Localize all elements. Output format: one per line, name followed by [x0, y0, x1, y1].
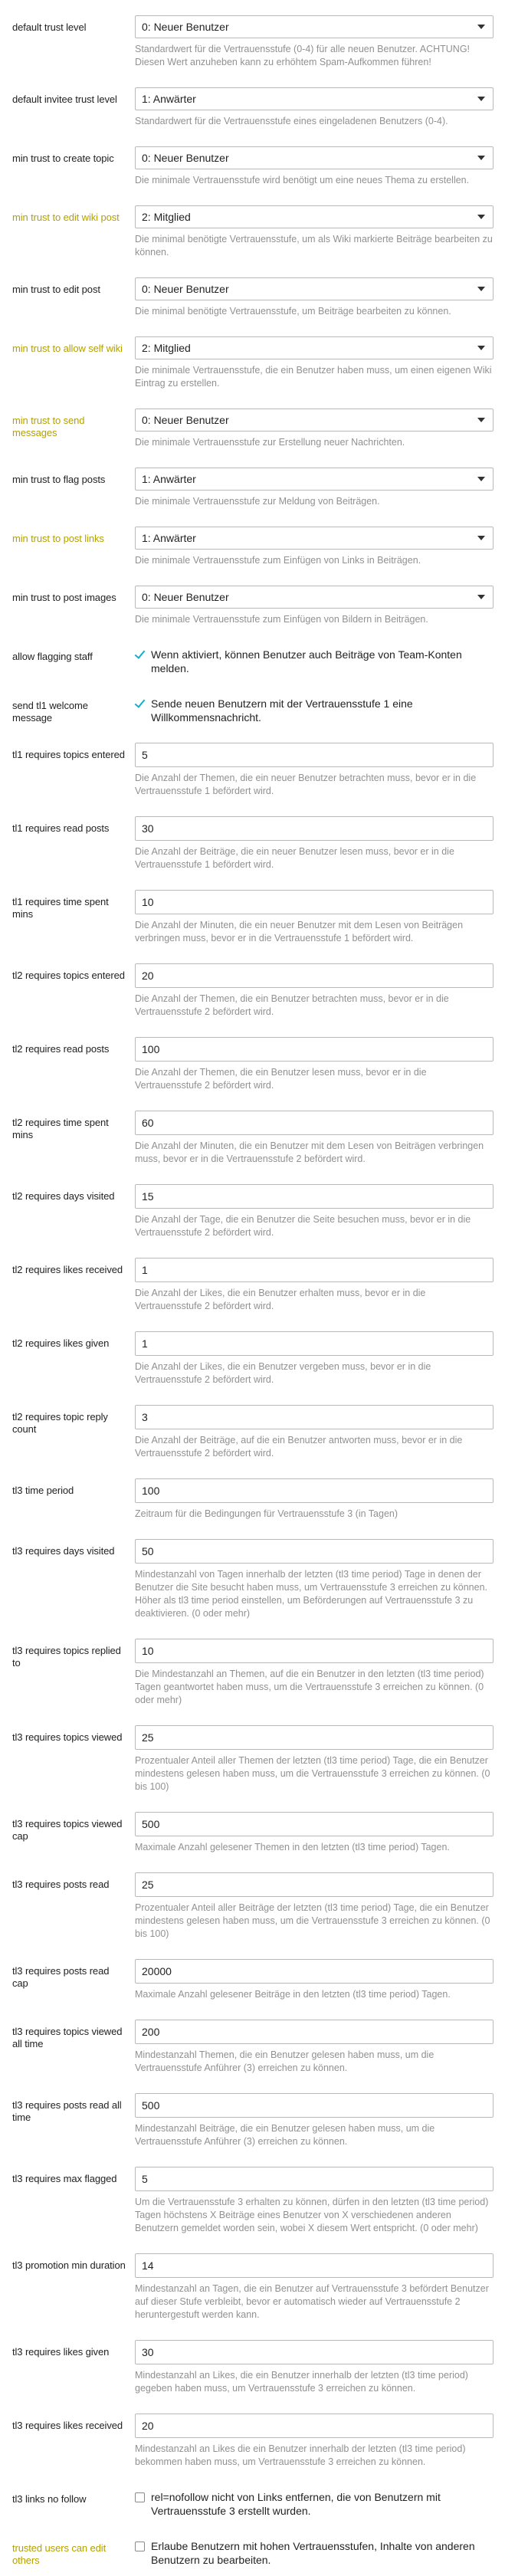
setting-row-tl3-requires-topics-viewed-all-time	[0, 2010, 505, 2084]
setting-label: tl2 requires days visited	[12, 1190, 115, 1202]
tl3-requires-topics-viewed-all-time-input[interactable]	[135, 2020, 494, 2044]
setting-value	[135, 146, 497, 187]
setting-label: tl3 requires likes given	[12, 2346, 110, 2358]
setting-row-min-trust-to-send-messages	[0, 399, 505, 458]
tl3-requires-likes-given-input[interactable]	[135, 2340, 494, 2364]
setting-row-tl3-requires-likes-received	[0, 2404, 505, 2478]
setting-label: default trust level	[12, 21, 87, 33]
setting-value	[135, 409, 497, 449]
setting-row-tl3-links-no-follow	[0, 2478, 505, 2527]
tl2-requires-read-posts-input[interactable]	[135, 1037, 494, 1062]
setting-description: Die Mindestanzahl an Themen, auf die ein Benutzer in den letzten (tl3 time period) Tagen geantwortet haben muss, um die Vertrauensstufe 3 erreichen zu können. (0 oder mehr)	[135, 1669, 484, 1705]
setting-row-trusted-users-can-edit-others	[0, 2527, 505, 2576]
setting-value	[135, 1478, 497, 1521]
setting-description: Prozentualer Anteil aller Beiträge der letzten (tl3 time period) Tage, die ein Benutzer mindestens gelesen haben muss, um die Vertrauensstufe 3 erreichen zu können. (0 bis 100)	[135, 1902, 490, 1939]
setting-label: tl3 requires posts read	[12, 1879, 110, 1890]
setting-label: tl1 requires read posts	[12, 822, 110, 834]
setting-value	[135, 15, 497, 69]
tl3-requires-posts-read-input[interactable]	[135, 1872, 494, 1897]
setting-description: Um die Vertrauensstufe 3 erhalten zu können, dürfen in den letzten (tl3 time period) Tagen höchstens X Beiträge eines Benutzer von X verschiedenen anderen Benutzern gemeldet worden sein, wobei X diesem Wert entspricht. (0 oder mehr)	[135, 2197, 489, 2233]
setting-value	[135, 890, 497, 945]
tl3-promotion-min-duration-input[interactable]	[135, 2253, 494, 2278]
setting-row-tl2-requires-likes-received	[0, 1249, 505, 1322]
setting-row-tl2-requires-topic-reply-count	[0, 1396, 505, 1469]
setting-description: Die minimale Vertrauensstufe zur Erstellung neuer Nachrichten.	[135, 437, 405, 448]
setting-row-tl3-requires-topics-replied-to	[0, 1629, 505, 1716]
setting-row-tl3-requires-posts-read-all-time	[0, 2084, 505, 2158]
setting-row-tl2-requires-read-posts	[0, 1028, 505, 1101]
setting-label: tl3 time period	[12, 1485, 74, 1496]
setting-row-tl3-requires-days-visited	[0, 1530, 505, 1629]
setting-value	[135, 1639, 497, 1707]
min-trust-to-post-images-select[interactable]	[135, 586, 494, 609]
setting-description: Die minimale Vertrauensstufe zum Einfügen von Bildern in Beiträgen.	[135, 614, 428, 625]
min-trust-to-edit-wiki-post-select[interactable]	[135, 205, 494, 228]
checkbox-label: Erlaube Benutzern mit hohen Vertrauensstufen, Inhalte von anderen Benutzern zu bearbeiten.	[151, 2540, 475, 2566]
setting-value	[135, 2487, 497, 2518]
tl3-links-no-follow-checkbox[interactable]	[135, 2492, 145, 2502]
tl3-requires-topics-viewed-input[interactable]	[135, 1725, 494, 1750]
tl3-time-period-input[interactable]	[135, 1478, 494, 1503]
setting-label: tl1 requires topics entered	[12, 749, 125, 760]
min-trust-to-send-messages-select[interactable]	[135, 409, 494, 432]
setting-value	[135, 694, 497, 724]
setting-row-min-trust-to-edit-post	[0, 268, 505, 327]
setting-value	[135, 645, 497, 675]
setting-label: allow flagging staff	[12, 651, 93, 662]
setting-value	[135, 336, 497, 390]
caret-down-icon	[477, 477, 485, 481]
checkbox-label: Wenn aktiviert, können Benutzer auch Beiträge von Team-Konten melden.	[151, 648, 462, 674]
setting-label: tl1 requires time spent mins	[12, 896, 109, 920]
setting-row-default-trust-level	[0, 6, 505, 78]
setting-row-tl3-requires-topics-viewed-cap	[0, 1803, 505, 1863]
setting-value	[135, 2414, 497, 2469]
select-value: 1: Anwärter	[142, 473, 196, 485]
min-trust-to-allow-self-wiki-select[interactable]	[135, 336, 494, 359]
setting-description: Die minimale Vertrauensstufe wird benötigt um eine neues Thema zu erstellen.	[135, 175, 470, 185]
allow-flagging-staff-checkbox[interactable]	[135, 650, 145, 660]
setting-value	[135, 586, 497, 626]
setting-description: Maximale Anzahl gelesener Themen in den letzten (tl3 time period) Tagen.	[135, 1842, 450, 1852]
setting-label: tl3 requires topics viewed	[12, 1731, 123, 1743]
select-value: 2: Mitglied	[142, 211, 191, 223]
caret-down-icon	[477, 97, 485, 101]
tl2-requires-likes-received-input[interactable]	[135, 1258, 494, 1282]
tl2-requires-likes-given-input[interactable]	[135, 1331, 494, 1356]
setting-row-tl3-requires-max-flagged	[0, 2158, 505, 2244]
setting-label: tl3 requires posts read cap	[12, 1965, 110, 1989]
setting-row-tl3-requires-topics-viewed	[0, 1716, 505, 1803]
select-value: 0: Neuer Benutzer	[142, 591, 229, 603]
tl3-requires-max-flagged-input[interactable]	[135, 2167, 494, 2191]
setting-label: tl3 requires max flagged	[12, 2173, 117, 2184]
setting-description: Mindestanzahl Beiträge, die ein Benutzer gelesen haben muss, um die Vertrauensstufe Anführer (3) erreichen zu können.	[135, 2123, 435, 2147]
tl2-requires-days-visited-input[interactable]	[135, 1184, 494, 1209]
setting-label: min trust to flag posts	[12, 474, 106, 485]
setting-description: Mindestanzahl an Tagen, die ein Benutzer auf Vertrauensstufe 3 befördert Benutzer auf dieser Stufe verbleibt, bevor er automatisch wieder auf Vertrauensstufe 2 heruntergestuft werden kann.	[135, 2283, 489, 2320]
setting-row-tl3-requires-posts-read	[0, 1863, 505, 1950]
tl3-requires-posts-read-all-time-input[interactable]	[135, 2093, 494, 2118]
setting-label: tl3 requires topics replied to	[12, 1645, 121, 1669]
setting-label: tl2 requires likes received	[12, 1264, 123, 1275]
setting-label: min trust to allow self wiki	[12, 343, 123, 354]
setting-label: tl3 requires likes received	[12, 2420, 123, 2431]
select-value: 0: Neuer Benutzer	[142, 283, 229, 295]
setting-value	[135, 2253, 497, 2322]
setting-row-default-invitee-trust-level	[0, 78, 505, 137]
setting-value	[135, 1258, 497, 1313]
setting-description: Die minimale Vertrauensstufe zum Einfügen von Links in Beiträgen.	[135, 555, 421, 566]
setting-description: Prozentualer Anteil aller Themen der letzten (tl3 time period) Tage, die ein Benutzer mindestens gelesen haben muss, um die Vertrauensstufe 3 erreichen zu können. (0 bis 100)	[135, 1755, 490, 1792]
setting-description: Mindestanzahl Themen, die ein Benutzer gelesen haben muss, um die Vertrauensstufe Anführer (3) erreichen zu können.	[135, 2049, 434, 2073]
setting-label: tl3 promotion min duration	[12, 2259, 126, 2271]
setting-label: send tl1 welcome message	[12, 700, 88, 724]
setting-value	[135, 87, 497, 128]
caret-down-icon	[477, 418, 485, 422]
setting-description: Die Anzahl der Tage, die ein Benutzer die Seite besuchen muss, bevor er in die Vertrauensstufe 2 befördert wird.	[135, 1214, 471, 1238]
setting-description: Die minimale Vertrauensstufe zur Meldung von Beiträgen.	[135, 496, 380, 507]
caret-down-icon	[477, 25, 485, 29]
setting-row-tl2-requires-time-spent-mins	[0, 1101, 505, 1175]
setting-value	[135, 468, 497, 508]
tl2-requires-topics-entered-input[interactable]	[135, 963, 494, 988]
min-trust-to-create-topic-select[interactable]	[135, 146, 494, 169]
setting-value	[135, 527, 497, 567]
setting-description: Mindestanzahl von Tagen innerhalb der letzten (tl3 time period) Tage in denen der Benutzer die Site besucht haben muss, um Vertrauensstufe 3 erreichen zu können. Höher als tl3 time period einstellen, um Beförderungen auf Vertrauensstufe 3 zu deaktivieren. (0 oder mehr)	[135, 1569, 487, 1619]
setting-row-send-tl1-welcome-message	[0, 684, 505, 733]
setting-label: tl2 requires time spent mins	[12, 1117, 109, 1140]
setting-value	[135, 816, 497, 871]
setting-value	[135, 1184, 497, 1239]
setting-description: Die Anzahl der Themen, die ein Benutzer lesen muss, bevor er in die Vertrauensstufe 2 befördert wird.	[135, 1067, 427, 1091]
setting-description: Die minimale Vertrauensstufe, die ein Benutzer haben muss, um einen eigenen Wiki Eintrag zu erstellen.	[135, 365, 492, 389]
setting-row-tl3-requires-posts-read-cap	[0, 1950, 505, 2010]
setting-description: Mindestanzahl an Likes, die ein Benutzer innerhalb der letzten (tl3 time period) gegeben haben muss, um Vertrauensstufe 3 erreichen zu können.	[135, 2370, 468, 2394]
setting-value	[135, 2536, 497, 2567]
setting-row-allow-flagging-staff	[0, 635, 505, 684]
select-value: 2: Mitglied	[142, 342, 191, 354]
setting-description: Die Anzahl der Beiträge, auf die ein Benutzer antworten muss, bevor er in die Vertrauensstufe 2 befördert wird.	[135, 1435, 463, 1459]
trusted-users-can-edit-others-checkbox[interactable]	[135, 2542, 145, 2551]
setting-value	[135, 2340, 497, 2395]
setting-label: tl3 links no follow	[12, 2493, 87, 2505]
select-value: 0: Neuer Benutzer	[142, 152, 229, 164]
setting-value	[135, 2093, 497, 2148]
tl3-requires-topics-viewed-cap-input[interactable]	[135, 1812, 494, 1836]
setting-row-tl2-requires-likes-given	[0, 1322, 505, 1396]
min-trust-to-flag-posts-select[interactable]	[135, 468, 494, 491]
setting-label: tl2 requires topic reply count	[12, 1411, 108, 1435]
caret-down-icon	[477, 287, 485, 291]
min-trust-to-edit-post-select[interactable]	[135, 277, 494, 300]
setting-label: tl2 requires topics entered	[12, 970, 125, 981]
setting-row-tl1-requires-read-posts	[0, 807, 505, 881]
caret-down-icon	[477, 536, 485, 540]
checkbox-label: rel=nofollow nicht von Links entfernen, die von Benutzern mit Vertrauensstufe 3 erstellt wurden.	[151, 2491, 441, 2517]
setting-row-min-trust-to-create-topic	[0, 137, 505, 196]
setting-description: Mindestanzahl an Likes die ein Benutzer innerhalb der letzten (tl3 time period) bekommen haben muss, um Vertrauensstufe 3 erreichen zu können.	[135, 2443, 466, 2467]
setting-description: Standardwert für die Vertrauensstufe (0-4) für alle neuen Benutzer. ACHTUNG! Diesen Wert anzuheben kann zu erhöhtem Spam-Aufkommen führen!	[135, 44, 471, 67]
setting-value	[135, 1539, 497, 1620]
setting-label: tl3 requires topics viewed all time	[12, 2026, 123, 2049]
setting-row-min-trust-to-flag-posts	[0, 458, 505, 517]
setting-row-tl3-requires-likes-given	[0, 2331, 505, 2404]
setting-description: Die Anzahl der Likes, die ein Benutzer erhalten muss, bevor er in die Vertrauensstufe 2 befördert wird.	[135, 1288, 426, 1311]
setting-description: Die Anzahl der Minuten, die ein neuer Benutzer mit dem Lesen von Beiträgen verbringen muss, bevor er in die Vertrauensstufe 1 befördert wird.	[135, 920, 464, 943]
setting-row-tl1-requires-time-spent-mins	[0, 881, 505, 954]
setting-label: min trust to create topic	[12, 153, 114, 164]
setting-description: Die Anzahl der Minuten, die ein Benutzer mit dem Lesen von Beiträgen verbringen muss, bevor er in die Vertrauensstufe 2 befördert wird.	[135, 1140, 484, 1164]
caret-down-icon	[477, 156, 485, 160]
setting-label: tl2 requires read posts	[12, 1043, 110, 1055]
setting-description: Die minimal benötigte Vertrauensstufe, um als Wiki markierte Beiträge bearbeiten zu können.	[135, 234, 493, 258]
tl2-requires-time-spent-mins-input[interactable]	[135, 1111, 494, 1135]
setting-label: tl2 requires likes given	[12, 1337, 110, 1349]
setting-row-tl2-requires-days-visited	[0, 1175, 505, 1249]
setting-value	[135, 963, 497, 1019]
checkbox-label: Sende neuen Benutzern mit der Vertrauensstufe 1 eine Willkommensnachricht.	[151, 697, 413, 724]
setting-description: Die Anzahl der Likes, die ein Benutzer vergeben muss, bevor er in die Vertrauensstufe 2 befördert wird.	[135, 1361, 431, 1385]
setting-label: min trust to edit wiki post	[12, 212, 120, 223]
setting-row-tl3-time-period	[0, 1469, 505, 1530]
setting-row-tl1-requires-topics-entered	[0, 733, 505, 807]
setting-value	[135, 1959, 497, 2001]
setting-value	[135, 1331, 497, 1386]
caret-down-icon	[477, 346, 485, 350]
setting-value	[135, 743, 497, 798]
setting-description: Die Anzahl der Beiträge, die ein neuer Benutzer lesen muss, bevor er in die Vertrauensstufe 1 befördert wird.	[135, 846, 454, 870]
setting-value	[135, 205, 497, 259]
checkbox-row	[135, 2536, 497, 2567]
select-value: 1: Anwärter	[142, 532, 196, 544]
setting-value	[135, 2020, 497, 2075]
setting-value	[135, 1037, 497, 1092]
setting-value	[135, 1872, 497, 1941]
setting-label: tl3 requires topics viewed cap	[12, 1818, 123, 1842]
setting-description: Die minimal benötigte Vertrauensstufe, um Beiträge bearbeiten zu können.	[135, 306, 451, 317]
setting-description: Maximale Anzahl gelesener Beiträge in den letzten (tl3 time period) Tagen.	[135, 1989, 451, 2000]
setting-value	[135, 1812, 497, 1854]
min-trust-to-post-links-select[interactable]	[135, 527, 494, 550]
checkbox-row	[135, 694, 497, 724]
setting-row-min-trust-to-post-links	[0, 517, 505, 576]
setting-row-tl2-requires-topics-entered	[0, 954, 505, 1028]
setting-row-min-trust-to-allow-self-wiki	[0, 327, 505, 399]
setting-value	[135, 277, 497, 318]
setting-value	[135, 1725, 497, 1793]
checkbox-row	[135, 645, 497, 675]
caret-down-icon	[477, 595, 485, 599]
setting-row-min-trust-to-post-images	[0, 576, 505, 635]
setting-label: tl3 requires days visited	[12, 1545, 115, 1557]
tl3-requires-likes-received-input[interactable]	[135, 2414, 494, 2438]
setting-label: min trust to edit post	[12, 284, 100, 295]
setting-label: min trust to post images	[12, 592, 116, 603]
checkbox-row	[135, 2487, 497, 2518]
send-tl1-welcome-message-checkbox[interactable]	[135, 699, 145, 709]
select-value: 0: Neuer Benutzer	[142, 414, 229, 426]
tl1-requires-topics-entered-input[interactable]	[135, 743, 494, 767]
tl1-requires-time-spent-mins-input[interactable]	[135, 890, 494, 914]
select-value: 1: Anwärter	[142, 93, 196, 105]
setting-label: default invitee trust level	[12, 94, 117, 105]
setting-value	[135, 1405, 497, 1460]
setting-label: min trust to send messages	[12, 415, 85, 438]
default-invitee-trust-level-select[interactable]	[135, 87, 494, 110]
tl3-requires-topics-replied-to-input[interactable]	[135, 1639, 494, 1663]
tl1-requires-read-posts-input[interactable]	[135, 816, 494, 841]
setting-row-tl3-promotion-min-duration	[0, 2244, 505, 2331]
setting-value	[135, 1111, 497, 1166]
setting-value	[135, 2167, 497, 2235]
caret-down-icon	[477, 215, 485, 219]
setting-description: Die Anzahl der Themen, die ein Benutzer betrachten muss, bevor er in die Vertrauensstufe 2 befördert wird.	[135, 993, 449, 1017]
tl3-requires-posts-read-cap-input[interactable]	[135, 1959, 494, 1984]
tl2-requires-topic-reply-count-input[interactable]	[135, 1405, 494, 1429]
select-value: 0: Neuer Benutzer	[142, 21, 229, 33]
default-trust-level-select[interactable]	[135, 15, 494, 38]
tl3-requires-days-visited-input[interactable]	[135, 1539, 494, 1564]
setting-label: min trust to post links	[12, 533, 104, 544]
setting-description: Standardwert für die Vertrauensstufe eines eingeladenen Benutzers (0-4).	[135, 116, 448, 126]
setting-description: Die Anzahl der Themen, die ein neuer Benutzer betrachten muss, bevor er in die Vertrauensstufe 1 befördert wird.	[135, 773, 477, 796]
setting-row-min-trust-to-edit-wiki-post	[0, 196, 505, 268]
setting-description: Zeitraum für die Bedingungen für Vertrauensstufe 3 (in Tagen)	[135, 1508, 398, 1519]
setting-label: trusted users can edit others	[12, 2542, 107, 2566]
setting-label: tl3 requires posts read all time	[12, 2099, 122, 2123]
